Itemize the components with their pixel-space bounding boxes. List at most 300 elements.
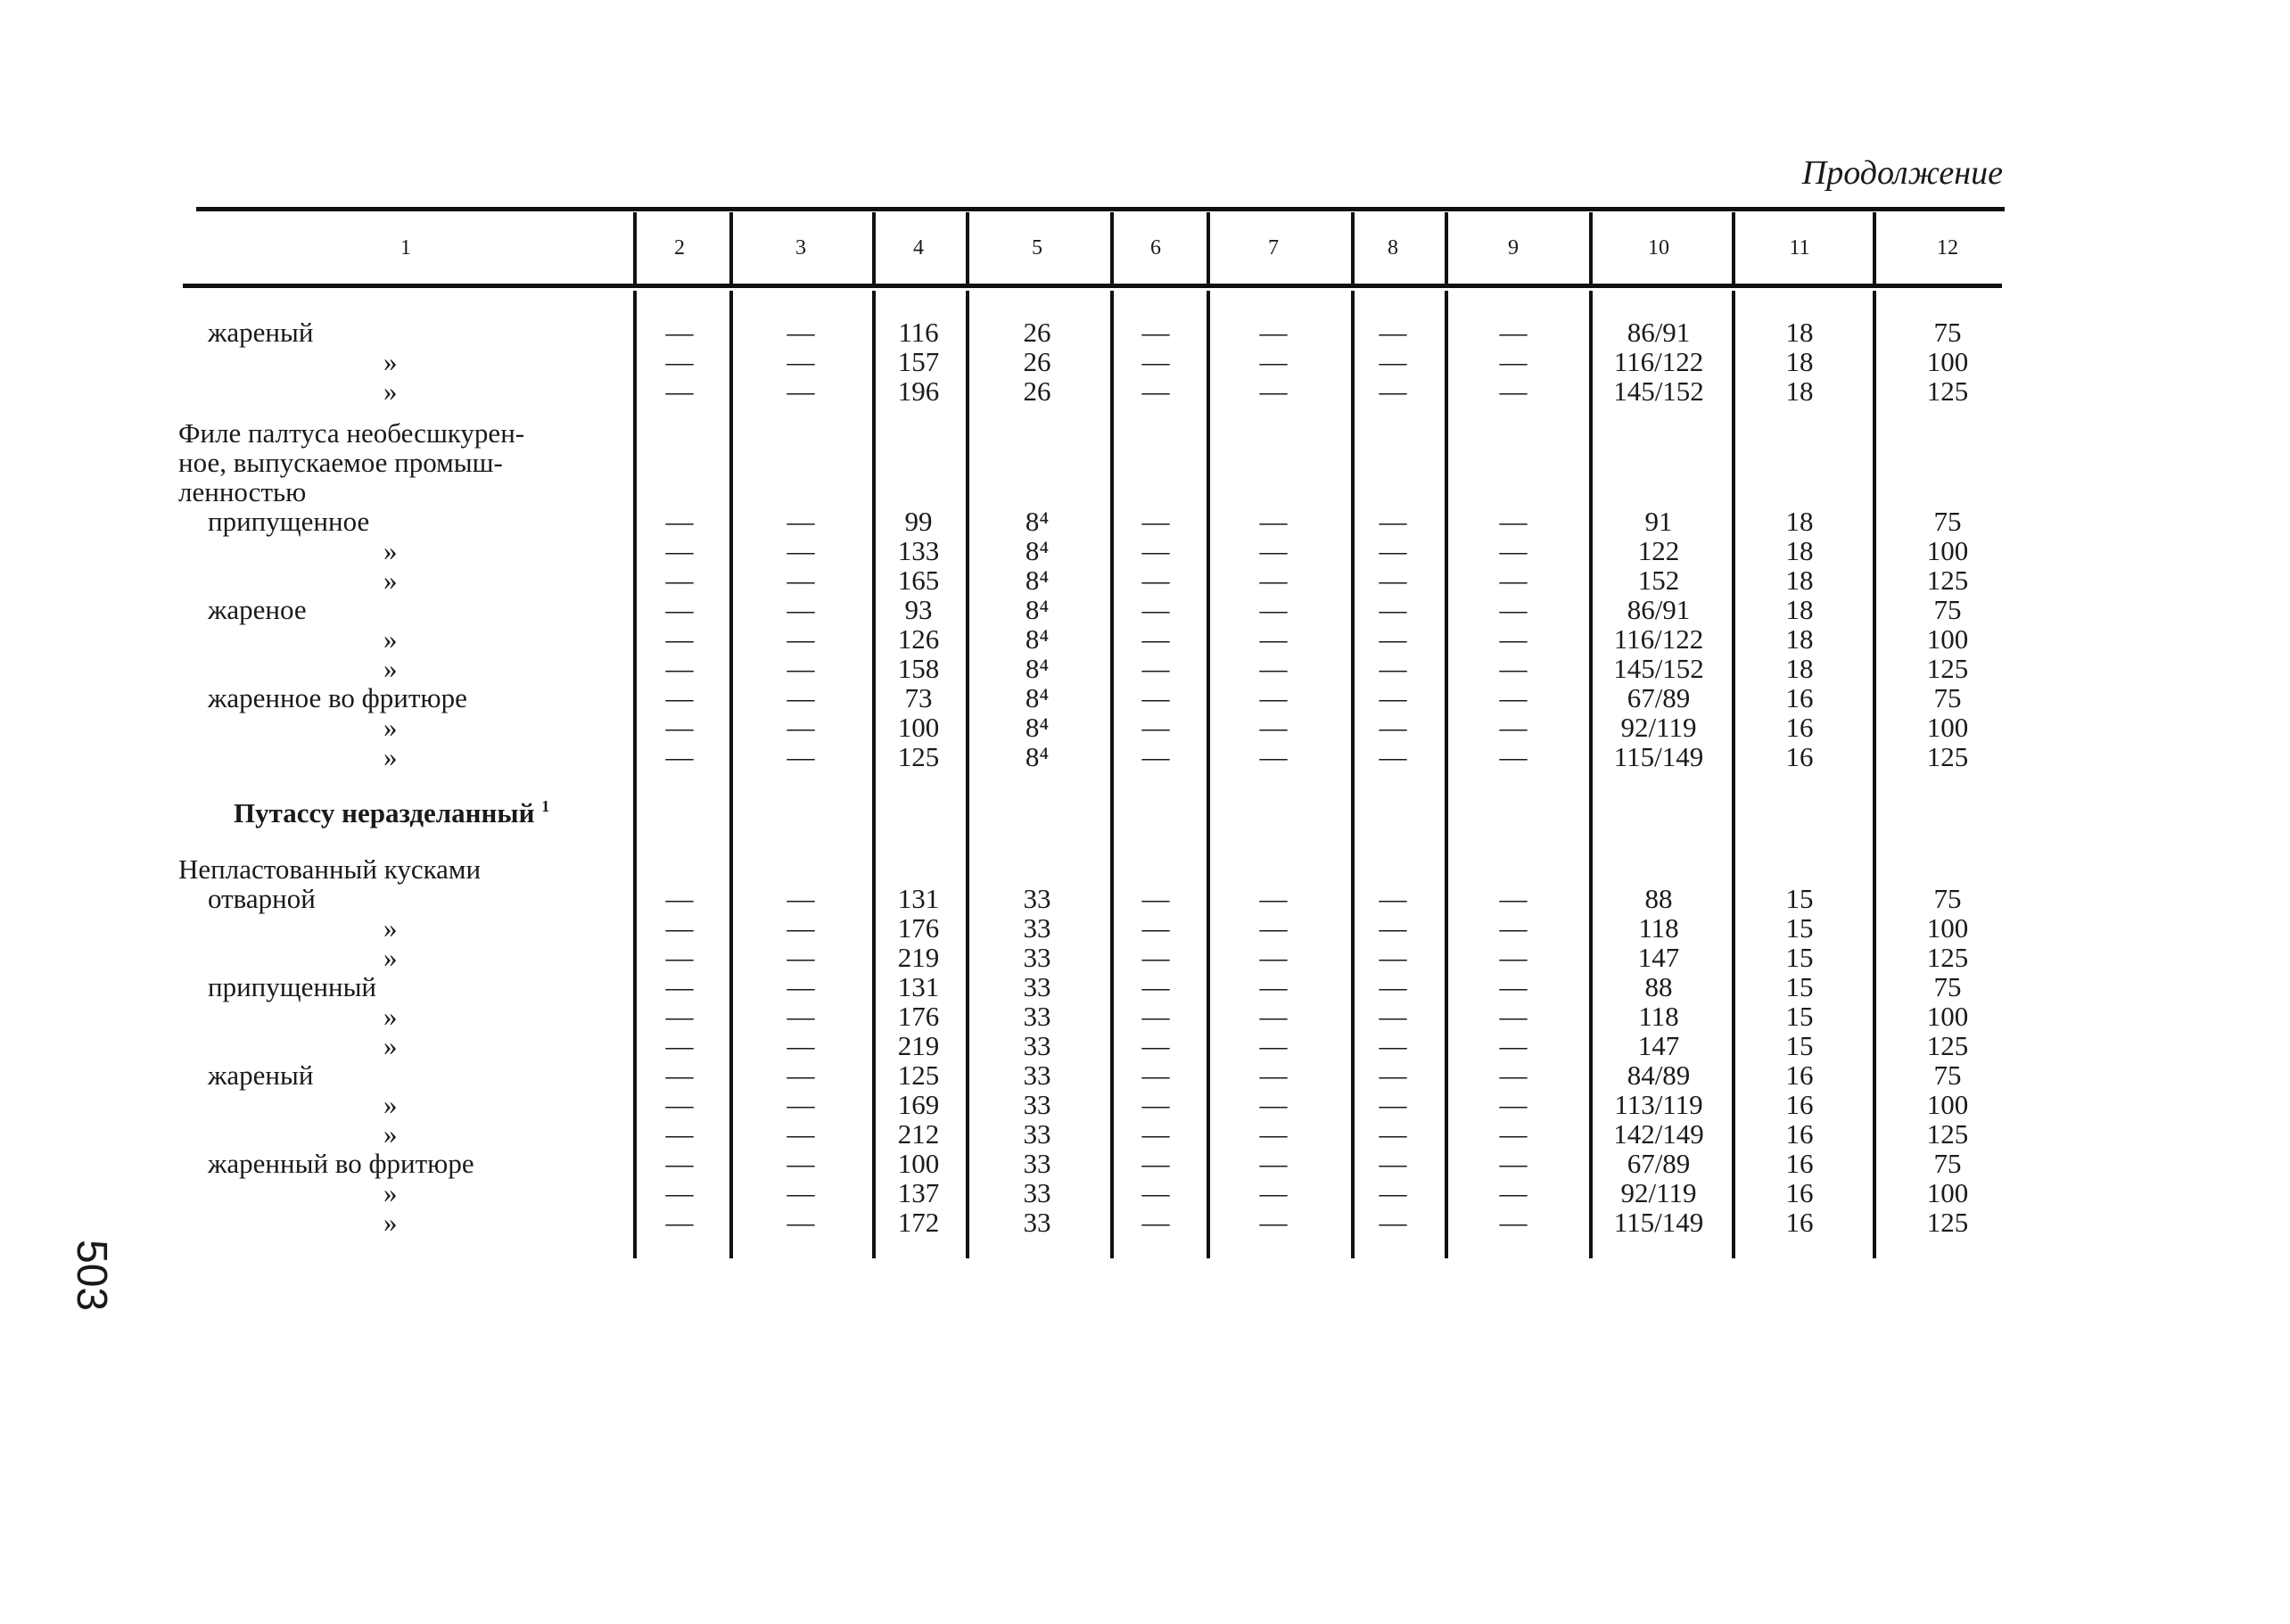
table-cell-col11: 18 bbox=[1785, 506, 1814, 537]
column-header-1: 1 bbox=[400, 236, 411, 260]
table-row bbox=[0, 1030, 2290, 1059]
table-cell-col3: — bbox=[787, 1030, 815, 1061]
table-cell-col5: 33 bbox=[1023, 942, 1051, 973]
row-label: Непластованный кусками bbox=[178, 853, 482, 885]
table-cell-col12: 125 bbox=[1926, 565, 1969, 596]
column-divider bbox=[1351, 212, 1355, 284]
table-row bbox=[0, 883, 2290, 912]
row-label: » bbox=[383, 1177, 398, 1208]
table-cell-col10: 122 bbox=[1637, 535, 1680, 566]
table-cell-col12: 100 bbox=[1926, 1089, 1969, 1120]
table-row bbox=[0, 942, 2290, 971]
table-cell-col4: 219 bbox=[897, 942, 940, 973]
row-label: » bbox=[383, 346, 398, 377]
table-cell-col12: 100 bbox=[1926, 712, 1969, 743]
footnote-marker: 1 bbox=[541, 797, 550, 815]
table-cell-col7: — bbox=[1259, 912, 1288, 944]
table-cell-col8: — bbox=[1379, 506, 1407, 537]
table-cell-col5: 33 bbox=[1023, 1207, 1051, 1238]
table-cell-col9: — bbox=[1499, 942, 1528, 973]
table-cell-col2: — bbox=[665, 565, 694, 596]
table-cell-col10: 92/119 bbox=[1620, 712, 1697, 743]
table-cell-col6: — bbox=[1141, 1089, 1170, 1120]
table-cell-col5: 33 bbox=[1023, 1030, 1051, 1061]
table-cell-col10: 116/122 bbox=[1613, 623, 1704, 655]
table-cell-col2: — bbox=[665, 883, 694, 914]
table-cell-col5: 26 bbox=[1023, 317, 1051, 348]
table-cell-col7: — bbox=[1259, 682, 1288, 713]
table-cell-col10: 147 bbox=[1637, 1030, 1680, 1061]
table-cell-col6: — bbox=[1141, 346, 1170, 377]
table-cell-col7: — bbox=[1259, 1089, 1288, 1120]
table-row bbox=[0, 447, 2290, 476]
table-cell-col7: — bbox=[1259, 346, 1288, 377]
table-cell-col4: 165 bbox=[897, 565, 940, 596]
table-cell-col2: — bbox=[665, 942, 694, 973]
table-cell-col2: — bbox=[665, 1177, 694, 1208]
table-cell-col12: 125 bbox=[1926, 1207, 1969, 1238]
table-cell-col3: — bbox=[787, 1177, 815, 1208]
table-cell-col3: — bbox=[787, 317, 815, 348]
table-cell-col6: — bbox=[1141, 1030, 1170, 1061]
table-cell-col4: 196 bbox=[897, 375, 940, 407]
table-cell-col5: 8⁴ bbox=[1025, 565, 1050, 596]
column-divider bbox=[1873, 212, 1876, 284]
table-row bbox=[0, 1207, 2290, 1236]
table-cell-col6: — bbox=[1141, 971, 1170, 1002]
table-cell-col9: — bbox=[1499, 346, 1528, 377]
table-cell-col2: — bbox=[665, 1207, 694, 1238]
table-cell-col8: — bbox=[1379, 741, 1407, 772]
table-cell-col10: 92/119 bbox=[1620, 1177, 1697, 1208]
column-header-9: 9 bbox=[1508, 236, 1519, 260]
table-cell-col6: — bbox=[1141, 1207, 1170, 1238]
table-cell-col6: — bbox=[1141, 317, 1170, 348]
table-cell-col4: 169 bbox=[897, 1089, 940, 1120]
table-cell-col3: — bbox=[787, 653, 815, 684]
page-number: 503 bbox=[68, 1240, 115, 1312]
table-cell-col12: 125 bbox=[1926, 1030, 1969, 1061]
column-divider bbox=[1110, 212, 1114, 284]
table-cell-col8: — bbox=[1379, 1059, 1407, 1091]
table-cell-col7: — bbox=[1259, 1148, 1288, 1179]
table-cell-col7: — bbox=[1259, 1207, 1288, 1238]
table-cell-col5: 26 bbox=[1023, 346, 1051, 377]
table-cell-col10: 86/91 bbox=[1627, 594, 1691, 625]
table-cell-col12: 100 bbox=[1926, 346, 1969, 377]
row-label: » bbox=[383, 653, 398, 684]
row-label: жареный bbox=[208, 317, 314, 348]
column-header-6: 6 bbox=[1150, 236, 1161, 260]
table-cell-col2: — bbox=[665, 535, 694, 566]
table-cell-col6: — bbox=[1141, 1177, 1170, 1208]
table-cell-col10: 91 bbox=[1644, 506, 1673, 537]
row-label: жареное bbox=[208, 594, 307, 625]
table-cell-col3: — bbox=[787, 375, 815, 407]
table-cell-col6: — bbox=[1141, 375, 1170, 407]
table-cell-col3: — bbox=[787, 346, 815, 377]
table-cell-col11: 16 bbox=[1785, 1177, 1814, 1208]
table-cell-col7: — bbox=[1259, 1177, 1288, 1208]
table-cell-col10: 115/149 bbox=[1613, 1207, 1704, 1238]
table-cell-col4: 125 bbox=[897, 1059, 940, 1091]
table-cell-col8: — bbox=[1379, 623, 1407, 655]
column-header-10: 10 bbox=[1648, 236, 1669, 260]
table-cell-col2: — bbox=[665, 1001, 694, 1032]
column-divider bbox=[633, 212, 637, 284]
table-cell-col12: 125 bbox=[1926, 375, 1969, 407]
table-row bbox=[0, 346, 2290, 375]
table-cell-col5: 33 bbox=[1023, 971, 1051, 1002]
table-cell-col3: — bbox=[787, 1148, 815, 1179]
table-top-rule bbox=[196, 207, 2005, 211]
table-cell-col6: — bbox=[1141, 1148, 1170, 1179]
table-cell-col3: — bbox=[787, 565, 815, 596]
table-cell-col2: — bbox=[665, 1089, 694, 1120]
table-cell-col7: — bbox=[1259, 1118, 1288, 1150]
table-cell-col11: 16 bbox=[1785, 1118, 1814, 1150]
table-cell-col5: 8⁴ bbox=[1025, 535, 1050, 566]
table-cell-col8: — bbox=[1379, 1001, 1407, 1032]
table-cell-col8: — bbox=[1379, 971, 1407, 1002]
table-row bbox=[0, 375, 2290, 405]
column-divider bbox=[1445, 212, 1448, 284]
table-row bbox=[0, 1089, 2290, 1118]
table-row bbox=[0, 1177, 2290, 1207]
table-cell-col11: 15 bbox=[1785, 883, 1814, 914]
table-cell-col8: — bbox=[1379, 1030, 1407, 1061]
table-cell-col4: 219 bbox=[897, 1030, 940, 1061]
table-row bbox=[0, 417, 2290, 447]
table-cell-col4: 73 bbox=[904, 682, 933, 713]
row-label: » bbox=[383, 565, 398, 596]
table-cell-col11: 16 bbox=[1785, 1059, 1814, 1091]
row-label: » bbox=[383, 623, 398, 655]
table-cell-col10: 118 bbox=[1638, 1001, 1679, 1032]
table-cell-col7: — bbox=[1259, 594, 1288, 625]
row-label: Филе палтуса необесшкурен- bbox=[178, 417, 525, 449]
table-cell-col3: — bbox=[787, 741, 815, 772]
table-cell-col4: 158 bbox=[897, 653, 940, 684]
table-row bbox=[0, 623, 2290, 653]
table-row bbox=[0, 971, 2290, 1001]
table-cell-col5: 26 bbox=[1023, 375, 1051, 407]
column-divider bbox=[872, 212, 876, 284]
table-cell-col11: 15 bbox=[1785, 971, 1814, 1002]
table-cell-col4: 116 bbox=[898, 317, 939, 348]
row-label: Путассу неразделанный $^1$ bbox=[234, 797, 550, 828]
row-label: » bbox=[383, 712, 398, 743]
table-cell-col11: 15 bbox=[1785, 1030, 1814, 1061]
table-cell-col8: — bbox=[1379, 375, 1407, 407]
row-label: » bbox=[383, 1118, 398, 1150]
table-cell-col3: — bbox=[787, 883, 815, 914]
table-cell-col7: — bbox=[1259, 535, 1288, 566]
table-cell-col2: — bbox=[665, 594, 694, 625]
table-cell-col12: 125 bbox=[1926, 741, 1969, 772]
table-cell-col6: — bbox=[1141, 942, 1170, 973]
table-cell-col6: — bbox=[1141, 1118, 1170, 1150]
table-cell-col3: — bbox=[787, 535, 815, 566]
table-cell-col8: — bbox=[1379, 942, 1407, 973]
table-cell-col4: 137 bbox=[897, 1177, 940, 1208]
table-cell-col10: 116/122 bbox=[1613, 346, 1704, 377]
table-cell-col7: — bbox=[1259, 317, 1288, 348]
table-cell-col7: — bbox=[1259, 712, 1288, 743]
table-cell-col8: — bbox=[1379, 1148, 1407, 1179]
table-cell-col2: — bbox=[665, 971, 694, 1002]
table-cell-col8: — bbox=[1379, 653, 1407, 684]
table-row bbox=[0, 1001, 2290, 1030]
table-cell-col12: 100 bbox=[1926, 912, 1969, 944]
table-cell-col2: — bbox=[665, 741, 694, 772]
table-cell-col6: — bbox=[1141, 883, 1170, 914]
column-header-11: 11 bbox=[1789, 236, 1810, 260]
table-cell-col5: 33 bbox=[1023, 1148, 1051, 1179]
table-cell-col11: 16 bbox=[1785, 682, 1814, 713]
table-cell-col7: — bbox=[1259, 375, 1288, 407]
table-row bbox=[0, 653, 2290, 682]
table-cell-col9: — bbox=[1499, 623, 1528, 655]
table-cell-col7: — bbox=[1259, 506, 1288, 537]
column-header-4: 4 bbox=[913, 236, 924, 260]
table-cell-col3: — bbox=[787, 912, 815, 944]
table-cell-col7: — bbox=[1259, 942, 1288, 973]
table-cell-col5: 33 bbox=[1023, 912, 1051, 944]
column-divider bbox=[729, 212, 733, 284]
table-cell-col11: 15 bbox=[1785, 912, 1814, 944]
table-cell-col9: — bbox=[1499, 653, 1528, 684]
table-cell-col9: — bbox=[1499, 1207, 1528, 1238]
table-cell-col5: 33 bbox=[1023, 1001, 1051, 1032]
table-cell-col9: — bbox=[1499, 971, 1528, 1002]
table-cell-col9: — bbox=[1499, 1059, 1528, 1091]
table-row bbox=[0, 797, 2290, 827]
table-cell-col6: — bbox=[1141, 682, 1170, 713]
table-cell-col6: — bbox=[1141, 506, 1170, 537]
table-row bbox=[0, 476, 2290, 506]
table-cell-col12: 75 bbox=[1933, 506, 1962, 537]
column-divider bbox=[966, 212, 969, 284]
table-cell-col8: — bbox=[1379, 535, 1407, 566]
table-cell-col10: 115/149 bbox=[1613, 741, 1704, 772]
row-label: жаренный во фритюре bbox=[208, 1148, 474, 1179]
table-cell-col8: — bbox=[1379, 1177, 1407, 1208]
table-cell-col12: 125 bbox=[1926, 942, 1969, 973]
table-cell-col8: — bbox=[1379, 346, 1407, 377]
table-cell-col8: — bbox=[1379, 682, 1407, 713]
table-cell-col7: — bbox=[1259, 741, 1288, 772]
table-cell-col2: — bbox=[665, 682, 694, 713]
table-cell-col9: — bbox=[1499, 565, 1528, 596]
table-cell-col4: 172 bbox=[897, 1207, 940, 1238]
table-cell-col6: — bbox=[1141, 912, 1170, 944]
table-cell-col10: 113/119 bbox=[1614, 1089, 1703, 1120]
table-row bbox=[0, 317, 2290, 346]
table-cell-col7: — bbox=[1259, 883, 1288, 914]
table-cell-col8: — bbox=[1379, 317, 1407, 348]
table-cell-col4: 131 bbox=[897, 971, 940, 1002]
row-label: припущенный bbox=[208, 971, 376, 1002]
table-row bbox=[0, 853, 2290, 883]
column-header-5: 5 bbox=[1032, 236, 1042, 260]
table-cell-col11: 16 bbox=[1785, 712, 1814, 743]
table-cell-col9: — bbox=[1499, 1118, 1528, 1150]
table-cell-col12: 75 bbox=[1933, 883, 1962, 914]
table-cell-col4: 176 bbox=[897, 912, 940, 944]
table-cell-col3: — bbox=[787, 1089, 815, 1120]
column-header-3: 3 bbox=[795, 236, 806, 260]
table-cell-col7: — bbox=[1259, 1059, 1288, 1091]
table-row bbox=[0, 1059, 2290, 1089]
table-cell-col6: — bbox=[1141, 741, 1170, 772]
table-cell-col11: 18 bbox=[1785, 535, 1814, 566]
column-divider bbox=[1732, 212, 1735, 284]
table-cell-col12: 75 bbox=[1933, 682, 1962, 713]
column-header-7: 7 bbox=[1268, 236, 1279, 260]
table-cell-col6: — bbox=[1141, 1001, 1170, 1032]
table-cell-col5: 33 bbox=[1023, 883, 1051, 914]
table-cell-col12: 75 bbox=[1933, 317, 1962, 348]
table-cell-col10: 88 bbox=[1644, 883, 1673, 914]
table-cell-col11: 18 bbox=[1785, 375, 1814, 407]
table-cell-col10: 145/152 bbox=[1613, 375, 1704, 407]
table-cell-col3: — bbox=[787, 506, 815, 537]
table-cell-col9: — bbox=[1499, 883, 1528, 914]
table-cell-col2: — bbox=[665, 1148, 694, 1179]
table-cell-col11: 18 bbox=[1785, 594, 1814, 625]
table-cell-col10: 152 bbox=[1637, 565, 1680, 596]
table-cell-col5: 8⁴ bbox=[1025, 653, 1050, 684]
table-cell-col11: 16 bbox=[1785, 1089, 1814, 1120]
table-cell-col10: 67/89 bbox=[1627, 682, 1691, 713]
table-cell-col11: 18 bbox=[1785, 317, 1814, 348]
table-cell-col3: — bbox=[787, 594, 815, 625]
column-header-12: 12 bbox=[1937, 236, 1958, 260]
table-cell-col10: 67/89 bbox=[1627, 1148, 1691, 1179]
table-cell-col9: — bbox=[1499, 741, 1528, 772]
table-cell-col6: — bbox=[1141, 594, 1170, 625]
table-cell-col9: — bbox=[1499, 682, 1528, 713]
table-row bbox=[0, 565, 2290, 594]
table-cell-col5: 8⁴ bbox=[1025, 594, 1050, 625]
table-cell-col7: — bbox=[1259, 623, 1288, 655]
table-cell-col4: 212 bbox=[897, 1118, 940, 1150]
table-cell-col8: — bbox=[1379, 883, 1407, 914]
table-cell-col5: 8⁴ bbox=[1025, 712, 1050, 743]
table-cell-col10: 86/91 bbox=[1627, 317, 1691, 348]
table-cell-col10: 142/149 bbox=[1613, 1118, 1704, 1150]
row-label: » bbox=[383, 1001, 398, 1032]
table-cell-col4: 125 bbox=[897, 741, 940, 772]
table-cell-col8: — bbox=[1379, 1118, 1407, 1150]
column-divider bbox=[1589, 212, 1593, 284]
table-cell-col12: 100 bbox=[1926, 1177, 1969, 1208]
header-row bbox=[0, 214, 2290, 285]
table-cell-col12: 75 bbox=[1933, 1148, 1962, 1179]
table-cell-col12: 100 bbox=[1926, 1001, 1969, 1032]
table-cell-col5: 33 bbox=[1023, 1118, 1051, 1150]
table-cell-col2: — bbox=[665, 1059, 694, 1091]
table-cell-col3: — bbox=[787, 1207, 815, 1238]
table-cell-col5: 8⁴ bbox=[1025, 506, 1050, 537]
table-cell-col2: — bbox=[665, 1030, 694, 1061]
table-cell-col11: 16 bbox=[1785, 1207, 1814, 1238]
table-cell-col7: — bbox=[1259, 653, 1288, 684]
table-cell-col6: — bbox=[1141, 623, 1170, 655]
table-cell-col9: — bbox=[1499, 535, 1528, 566]
table-cell-col12: 100 bbox=[1926, 535, 1969, 566]
table-cell-col8: — bbox=[1379, 712, 1407, 743]
table-cell-col5: 33 bbox=[1023, 1059, 1051, 1091]
row-label: ленностью bbox=[178, 476, 307, 507]
table-cell-col7: — bbox=[1259, 1030, 1288, 1061]
table-cell-col4: 131 bbox=[897, 883, 940, 914]
row-label: » bbox=[383, 942, 398, 973]
table-cell-col2: — bbox=[665, 375, 694, 407]
row-label: » bbox=[383, 535, 398, 566]
table-cell-col6: — bbox=[1141, 565, 1170, 596]
table-cell-col6: — bbox=[1141, 535, 1170, 566]
table-cell-col2: — bbox=[665, 712, 694, 743]
table-cell-col9: — bbox=[1499, 375, 1528, 407]
table-cell-col11: 18 bbox=[1785, 346, 1814, 377]
table-cell-col9: — bbox=[1499, 1177, 1528, 1208]
table-cell-col10: 88 bbox=[1644, 971, 1673, 1002]
table-cell-col9: — bbox=[1499, 912, 1528, 944]
table-cell-col3: — bbox=[787, 971, 815, 1002]
table-cell-col3: — bbox=[787, 942, 815, 973]
table-cell-col5: 33 bbox=[1023, 1177, 1051, 1208]
row-label: » bbox=[383, 375, 398, 407]
table-cell-col9: — bbox=[1499, 506, 1528, 537]
row-label: жаренное во фритюре bbox=[208, 682, 467, 713]
table-cell-col2: — bbox=[665, 623, 694, 655]
column-divider bbox=[1207, 212, 1210, 284]
table-cell-col9: — bbox=[1499, 712, 1528, 743]
table-cell-col2: — bbox=[665, 653, 694, 684]
table-cell-col5: 8⁴ bbox=[1025, 682, 1050, 713]
table-cell-col11: 15 bbox=[1785, 1001, 1814, 1032]
table-cell-col9: — bbox=[1499, 594, 1528, 625]
table-cell-col11: 18 bbox=[1785, 653, 1814, 684]
table-cell-col12: 125 bbox=[1926, 1118, 1969, 1150]
table-cell-col4: 100 bbox=[897, 1148, 940, 1179]
table-cell-col2: — bbox=[665, 506, 694, 537]
table-row bbox=[0, 712, 2290, 741]
row-label: припущенное bbox=[208, 506, 370, 537]
table-cell-col10: 118 bbox=[1638, 912, 1679, 944]
table-cell-col3: — bbox=[787, 712, 815, 743]
table-cell-col2: — bbox=[665, 317, 694, 348]
table-cell-col4: 93 bbox=[904, 594, 933, 625]
row-label: отварной bbox=[208, 883, 316, 914]
row-label: ное, выпускаемое промыш- bbox=[178, 447, 503, 478]
table-cell-col7: — bbox=[1259, 971, 1288, 1002]
table-cell-col11: 18 bbox=[1785, 565, 1814, 596]
table-cell-col4: 157 bbox=[897, 346, 940, 377]
table-cell-col9: — bbox=[1499, 1001, 1528, 1032]
table-cell-col7: — bbox=[1259, 1001, 1288, 1032]
table-cell-col8: — bbox=[1379, 912, 1407, 944]
table-cell-col6: — bbox=[1141, 712, 1170, 743]
table-cell-col9: — bbox=[1499, 1030, 1528, 1061]
table-cell-col8: — bbox=[1379, 565, 1407, 596]
table-cell-col4: 100 bbox=[897, 712, 940, 743]
table-cell-col12: 100 bbox=[1926, 623, 1969, 655]
table-cell-col5: 33 bbox=[1023, 1089, 1051, 1120]
row-label: » bbox=[383, 912, 398, 944]
